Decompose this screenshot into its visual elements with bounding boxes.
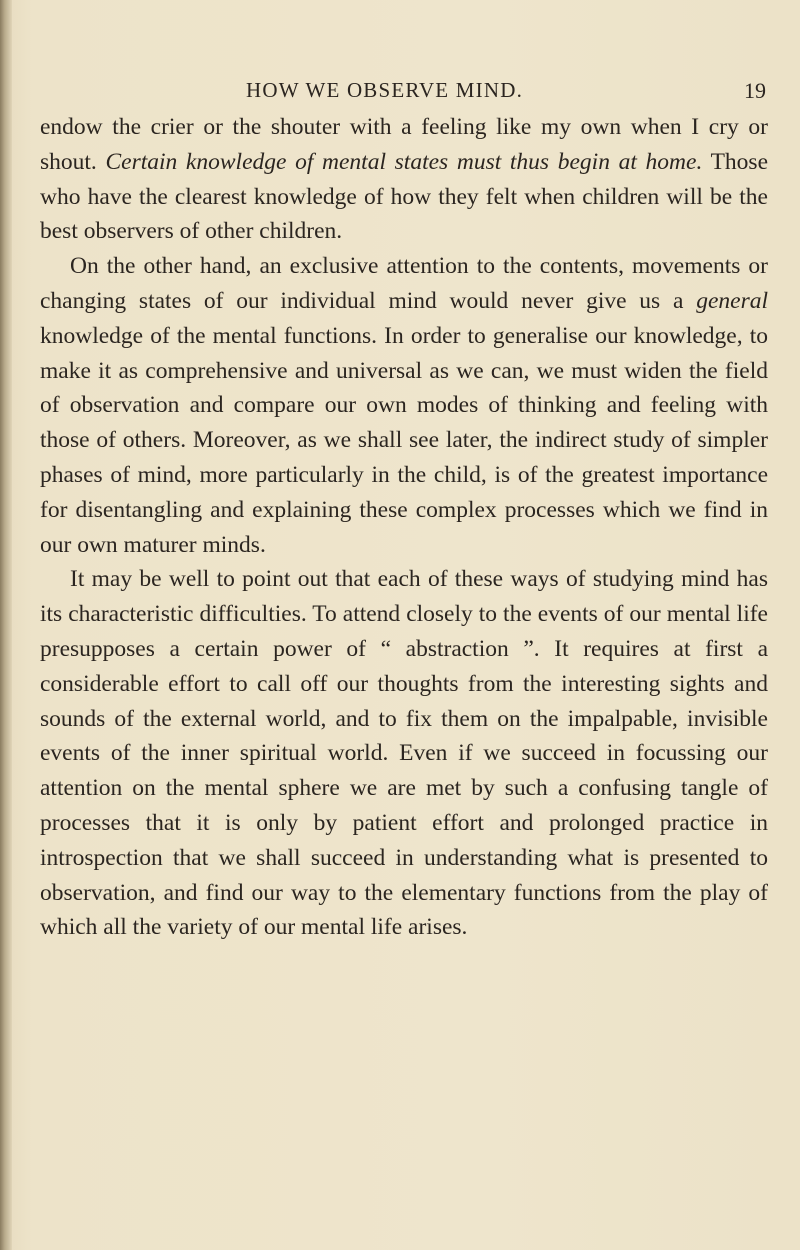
page-header xyxy=(0,78,800,108)
binding-edge xyxy=(0,0,12,1250)
text-segment: knowledge of the mental functions. In order to generalise our knowledge, to make it as comprehensive and universal as we can, we must widen the field of observation and compare our own modes of thinking and feeling with those of others. Moreover, as we shall see later, the indirect study of simpler phases of mind, more particularly in the child, is of the greatest importance for disentangling and explaining these complex processes which we find in our own maturer minds. xyxy=(40,322,768,558)
paragraph-3 xyxy=(40,562,768,945)
text-segment: On the other hand, an exclusive attention to the contents, movements or changing states of our individual mind would never give us a xyxy=(40,253,768,314)
italic-segment: Certain knowledge of mental states must thus begin at home. xyxy=(105,148,703,175)
paragraph-1 xyxy=(40,110,768,249)
paragraph-2 xyxy=(40,249,768,562)
text-segment: Those who have the clearest knowledge of how they felt when children will be the best observers of other children. xyxy=(40,148,768,245)
body-text xyxy=(40,110,768,945)
italic-segment: general xyxy=(696,287,768,314)
running-head: HOW WE OBSERVE MIND. xyxy=(246,78,524,102)
text-segment: It may be well to point out that each of these ways of studying mind has its characteristic difficulties. To attend closely to the events of our mental life presupposes a certain power of “ abstraction ”. It requires at first a considerable effort to call off our thoughts from the interesting sights and sounds of the external world, and to fix them on the impalpable, invisible events of the inner spiritual world. Even if we succeed in focussing our attention on the mental sphere we are met by such a confusing tangle of processes that it is only by patient effort and prolonged practice in introspection that we shall succeed in understanding what is presented to observation, and find our way to the elementary functions from the play of which all the variety of our mental life arises. xyxy=(40,566,768,941)
text-segment: endow the crier or the shouter with a feeling like my own when I cry or shout. xyxy=(40,114,768,175)
page-number: 19 xyxy=(744,78,766,103)
